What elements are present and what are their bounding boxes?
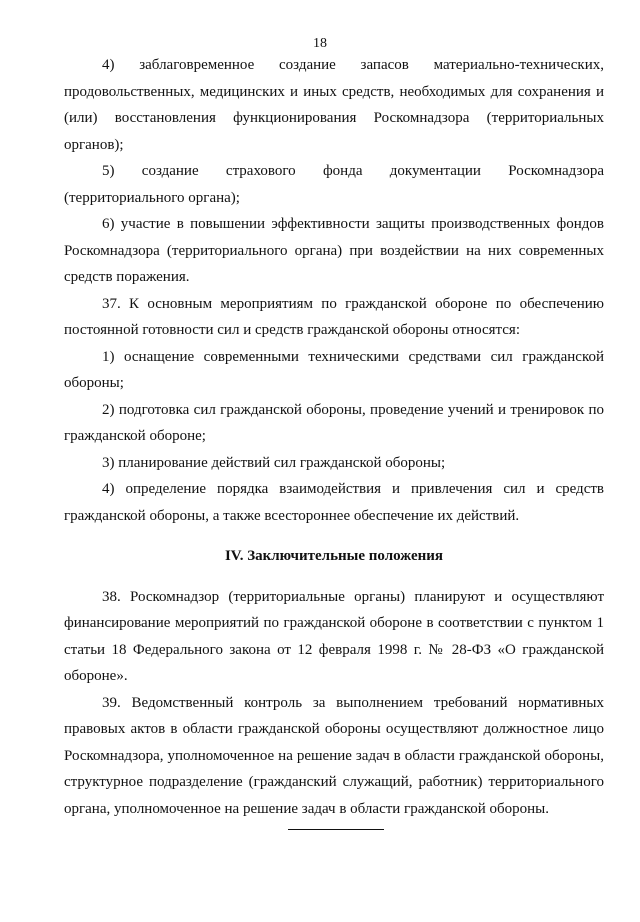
section-heading: IV. Заключительные положения: [224, 548, 444, 564]
page-number: 18: [313, 36, 327, 51]
paragraph-clause-37-item-4: 4) определение порядка взаимодействия и привлечения сил и средств гражданской обороны, а также всестороннее обеспечение их действий.: [64, 481, 604, 524]
paragraph-clause-37-item-2: 2) подготовка сил гражданской обороны, проведение учений и тренировок по гражданской обороне;: [64, 401, 604, 444]
paragraph-clause-39: 39. Ведомственный контроль за выполнением требований нормативных правовых актов в области гражданской обороны осуществляют должностное лицо Роскомнадзора, уполномоченное на решение задач в области гражданской обороны, структурное подразделение (гражданский служащий, работник) территориального органа, уполномоченное на решение задач в области гражданской обороны.: [64, 694, 604, 817]
paragraph-clause-37: 37. К основным мероприятиям по гражданской обороне по обеспечению постоянной готовности сил и средств гражданской обороны относятся:: [64, 295, 604, 338]
paragraph-item-4-stockpiles: 4) заблаговременное создание запасов материально-технических, продовольственных, медицинских и иных средств, необходимых для сохранения и (или) восстановления функционирования Роскомнадзора (территориальных органов);: [64, 57, 604, 153]
paragraph-clause-37-item-3: 3) планирование действий сил гражданской обороны;: [102, 454, 446, 471]
paragraph-clause-37-item-1: 1) оснащение современными техническими средствами сил гражданской обороны;: [64, 348, 604, 391]
end-of-text-rule: [288, 829, 384, 830]
paragraph-item-5-insurance-fund: 5) создание страхового фонда документации Роскомнадзора (территориального органа);: [64, 163, 604, 206]
paragraph-clause-38: 38. Роскомнадзор (территориальные органы) планируют и осуществляют финансирование мероприятий по гражданской обороне в соответствии с пунктом 1 статьи 18 Федерального закона от 12 февраля 1998 г. № 28-ФЗ «О гражданской обороне».: [64, 588, 604, 684]
document-body: [64, 52, 604, 822]
paragraph-item-6-protection: 6) участие в повышении эффективности защиты производственных фондов Роскомнадзора (территориального органа) при воздействии на них современных средств поражения.: [64, 216, 604, 285]
